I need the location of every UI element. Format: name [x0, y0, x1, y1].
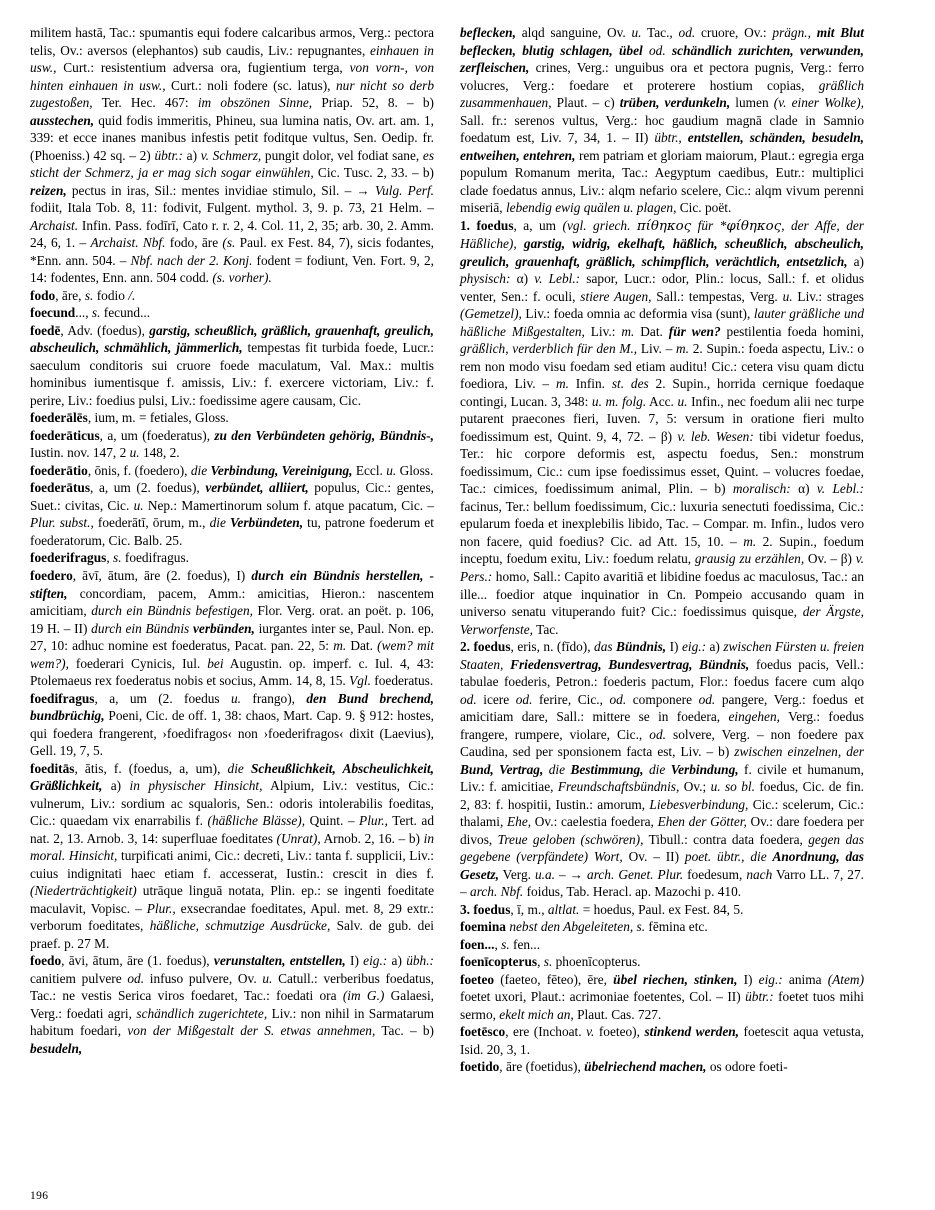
entry-foederatus: foederātus, a, um (2. foedus), verbündet, alliiert, populus, Cic.: gentes, Suet.: civitas, Cic. u. Nep.: Mamertinorum solum f. atque pacatum, Cic. – Plur. subst., foederātī, ōrum, m., die Verbündeten, tu, patrone foederum et foederatorum, Cic. Balb. 25. — [30, 480, 435, 548]
entry-fodo: fodo, āre, s. fodio /. — [30, 287, 136, 303]
entry-foedo: foedo, āvi, ātum, āre (1. foedus), verunstalten, entstellen, I) eig.: a) übh.: canitiem pulvere od. infuso pulvere, Ov. u. Catull.: verberibus foedatus, Tac.: ne vestis Serica viros foedaret, Tac.: foedati ora (im G.) Galaesi, Verg.: foedati agri, schändlich zugerichtete, Liv.: non nihil in Sarmatarum habitum foedari, von der Mißgestalt der S. etwas annehmen, Tac. – b) besudeln, — [30, 953, 435, 1056]
entry-foederaticus: foederāticus, a, um (foederatus), zu den Verbündeten gehörig, Bündnis-, Iustin. nov. 147, 2 u. 148, 2. — [30, 427, 434, 461]
entry-foecund: foecund..., s. fecund... — [30, 305, 151, 321]
entry-foedus-3: 3. foedus, ī, m., altlat. = hoedus, Paul. ex Fest. 84, 5. — [460, 901, 744, 917]
entry-foedero: foedero, āvī, ātum, āre (2. foedus), I) durch ein Bündnis herstellen, -stiften, concordiam, pacem, Amm.: amicitias, Hieron.: nascentem amicitiam, durch ein Bündnis befestigen, Flor. Verg. orat. an poët. p. 106, 19 H. – II) durch ein Bündnis verbünden, iurgantes inter se, Paul. Non. ep. 27, 10: adhuc nomine est foederatus, Pacat. pan. 22, 5: m. Dat. (wem? mit wem?), foederari Cynicis, Iul. bei Augustin. op. imperf. c. Iul. 4, 43: Ptolemaeus rex foederatus nobis et socius, Amm. 14, 8, 15. Vgl. foederatus. — [30, 567, 434, 689]
entry-foeditas: foeditās, ātis, f. (foedus, a, um), die Scheußlichkeit, Abscheulichkeit, Gräßlichkeit, a) in physischer Hinsicht, Alpium, Liv.: vestitus, Cic.: vulnerum, Liv.: sordium ac squaloris, Sen.: odoris intolerabilis foeditas, Cic.: quaedam vix enarrabilis f. (häßliche Blässe), Quint. – Plur., Tert. ad nat. 2, 13. Arnob. 3, 14: superfluae foeditates (Unrat), Arnob. 2, 16. – b) in moral. Hinsicht, turpificati animi, Cic.: decreti, Liv.: tanta f. supplicii, Liv.: cuius indignitati haec etiam f. accesserat, Iustin.: crescit in dies f. (Niederträchtigkeit) utrāque linguā notata, Plin. ep.: se ingenti foeditate maculavit, Vopisc. – Plur., exsecrandae foeditates, Apul. met. 8, 29 extr.: verborum foeditates, häßliche, schmutzige Ausdrücke, Salv. de gub. dei praef. p. 27 M. — [30, 760, 435, 951]
page-number: 196 — [30, 1190, 49, 1202]
left-column — [30, 24, 434, 1172]
entry-continuation-foedo: beflecken, alqd sanguine, Ov. u. Tac., od. cruore, Ov.: prägn., mit Blut beflecken, blutig schlagen, übel od. schändlich zurichten, verwunden, zerfleischen, crines, Verg.: unguibus ora et pectora pugnis, Verg.: ferro volucres, Verg.: foedare et proterere hostium copias, gräßlich zusammenhauen, Plaut. – c) trüben, verdunkeln, lumen (v. einer Wolke), Sall. fr.: serenos vultus, Verg.: hoc gaudium magnā clade in Samnio foedatum est, Liv. 7, 34, 1. – II) übtr., entstellen, schänden, besudeln, entweihen, entehren, rem patriam et gloriam maiorum, Plaut.: egregia erga populum Romanum merita, Tac.: Aegyptum caedibus, Eutr.: multiplici clade foedatus annus, Liv.: alqm nefario scelere, Cic.: alqm vivum perenni miseriā, lebendig ewig quälen u. plagen, Cic. poët. — [460, 25, 865, 216]
entry-foederales: foederālēs, ium, m. = fetiales, Gloss. — [30, 410, 229, 426]
entry-foederifragus: foederifragus, s. foedifragus. — [30, 550, 189, 566]
entry-foederatio: foederātio, ōnis, f. (foedero), die Verbindung, Vereinigung, Eccl. u. Gloss. — [30, 462, 434, 478]
entry-foedifragus: foedifragus, a, um (2. foedus u. frango), den Bund brechend, bundbrüchig, Poeni, Cic. de off. 1, 38: chaos, Mart. Cap. 9. § 912: hostes, qui foedera frangerent, ›foedifragos‹ non ›foederifragos‹ dixit (Laevius), Gell. 19, 7, 5. — [30, 690, 434, 759]
entry-foetido: foetido, āre (foetidus), übelriechend machen, os odore foeti- — [460, 1059, 788, 1075]
entry-foen: foen..., s. fen... — [460, 936, 541, 952]
entry-foeteo: foeteo (faeteo, fēteo), ēre, übel riechen, stinken, I) eig.: anima (Atem) foetet uxori, Plaut.: acrimoniae foetentes, Col. – II) übtr.: foetet tuos mihi sermo, ekelt mich an, Plaut. Cas. 727. — [460, 971, 865, 1022]
entry-foetesco: foetēsco, ere (Inchoat. v. foeteo), stinkend werden, foetescit aqua vetusta, Isid. 20, 3, 1. — [460, 1024, 865, 1057]
entry-foedus-2: 2. foedus, eris, n. (fīdo), das Bündnis, I) eig.: a) zwischen Fürsten u. freien Staaten, Friedensvertrag, Bundesvertrag, Bündnis, foedus pacis, Vell.: tabulae foederis, Petron.: foederis pactum, Flor.: foedus facere cum alqo od. icere od. ferire, Cic., od. componere od. pangere, Verg.: foedus et amicitiam dare, Sall.: mittere se in foedera, eingehen, Verg.: foedus frangere, rumpere, violare, Cic., od. solvere, Verg. – non foedere pax Caudina, sed per sponsionem facta est, Liv. – b) zwischen einzelnen, der Bund, Vertrag, die Bestimmung, die Verbindung, f. civile et humanum, Liv.: f. amicitiae, Freundschaftsbündnis, Ov.; u. so bl. foedus, Cic. de fin. 2, 83: f. hospitii, Iustin.: amorum, Liebesverbindung, Cic.: scelerum, Cic.: thalami, Ehe, Ov.: caelestia foedera, Ehen der Götter, Ov.: dare foedera per divos, Treue geloben (schwören), Tibull.: contra data foedera, gegen das gegebene (verpfändete) Wort, Ov. – II) poet. übtr., die Anordnung, das Gesetz, Verg. u.a. – → arch. Genet. Plur. foedesum, nach Varro LL. 7, 27. – arch. Nbf. foidus, Tab. Heracl. ap. Mazochi p. 410. — [460, 639, 865, 900]
right-column — [460, 24, 864, 1172]
entry-foedus-1: 1. foedus, a, um (vgl. griech. πίθηκος für *φίθηκος, der Affe, der Häßliche), garstig, widrig, ekelhaft, häßlich, scheußlich, abscheulich, greulich, grauenhaft, gräßlich, schimpflich, verächtlich, entsetzlich, a) physisch: α) v. Lebl.: sapor, Lucr.: odor, Plin.: locus, Sall.: f. et olidus venter, Sen.: f. oculi, stiere Augen, Sall.: tempestas, Verg. u. Liv.: strages (Gemetzel), Liv.: foeda omnia ac deformia visa (sunt), lauter gräßliche und häßliche Mißgestalten, Liv.: m. Dat. für wen? pestilentia foeda homini, gräßlich, verderblich für den M., Liv. – m. 2. Supin.: foeda aspectu, Liv.: o rem non modo visu foedam sed etiam auditu! Cic.: cetera visu quam dictu foediora, Liv. – m. Infin. st. des 2. Supin., horrida cernique foedaque contingi, Lucan. 3, 348: u. m. folg. Acc. u. Infin., nec foedum alii nec turpe putarent praecones fieri, Iuven. 7, 5: versum in oratione fieri multo foedissimum est, Quint. 9, 4, 72. – β) v. leb. Wesen: tibi videtur foedus, Ter.: hic corpore deformis est, aspectu foedus, Sen.: monstrum foedissimum, Cic.: cum ipse foedissimus esset, Quint. – volucres foedae, Tac.: cimices, foedissimum animal, Plin. – b) moralisch: α) v. Lebl.: facinus, Ter.: bellum foedissimum, Cic.: luxuria senectuti foedissima, Cic.: epularum foeda et inexplebilis libido, Tac. – Compar. m. Infin., ludos vero non facere, quid foedius? Cic. ad Att. 15, 10. – m. 2. Supin., foedum inceptu, foedum exitu, Liv.: foedum relatu, grausig zu erzählen, Ov. – β) v. Pers.: homo, Sall.: Capito avaritiā et libidine foedus ac maculosus, Tac.: an ille... foedior atque inquinatior in Cn. Pompeio accusando quam in universo senatu vituperando fuit? Cic.: foedissimus quisque, der Ärgste, Verworfenste, Tac. — [460, 217, 865, 637]
entry-continuation-fodio: militem hastā, Tac.: spumantis equi fodere calcaribus armos, Verg.: pectora telis, Ov.: aversos (elephantos) sub caudis, Liv.: repugnantes, einhauen in usw., Curt.: resistentium adversa ora, fugientium terga, von vorn-, von hinten einhauen in usw., Curt.: noli fodere (sc. latus), nur nicht so derb zugestoßen, Ter. Hec. 467: im obszönen Sinne, Priap. 52, 8. – b) ausstechen, quid fodis immeritis, Phineu, sua lumina natis, Ov. art. am. 1, 339: et ecce inanes manibus infestis petit foditque vultus, Sen. Oedip. fr. (Phoeniss.) 42 sq. – 2) übtr.: a) v. Schmerz, pungit dolor, vel fodiat sane, es sticht der Schmerz, ja er mag sich sogar einwühlen, Cic. Tusc. 2, 33. – b) reizen, pectus in iras, Sil.: mentes invidiae stimulo, Sil. – → Vulg. Perf. fodiit, Itala Tob. 8, 11: fodivit, Fulgent. mythol. 3, 9. p. 73, 21 Helm. – Archaist. Infin. Pass. fodīrī, Cato r. r. 2, 4. Col. 11, 2, 35; arb. 30, 2. Amm. 24, 6, 1. – Archaist. Nbf. fodo, āre (s. Paul. ex Fest. 84, 7), sicis fodantes, *Enn. ann. 504. – Nbf. nach der 2. Konj. fodent = fodiunt, Ven. Fort. 9, 2, 14: fodentes, Enn. ann. 504 codd. (s. vorher). — [30, 25, 435, 286]
page-columns — [30, 24, 905, 1172]
entry-foemina: foemina nebst den Abgeleiteten, s. fēmina etc. — [460, 919, 708, 935]
entry-foenicopterus: foenīcopterus, s. phoenīcopterus. — [460, 954, 641, 970]
entry-foede: foedē, Adv. (foedus), garstig, scheußlich, gräßlich, grauenhaft, greulich, abscheulich, schmählich, jämmerlich, tempestas fit turbida foede, Lucr.: saeculum conditoris sui cruore foede maculatum, Val. Max.: multis hominibus iumentisque f. amissis, Liv.: f. exercere victoriam, Liv.: f. perire, Liv.: foedius pulsi, Liv.: foedissime agere causam, Cic. — [30, 322, 434, 408]
